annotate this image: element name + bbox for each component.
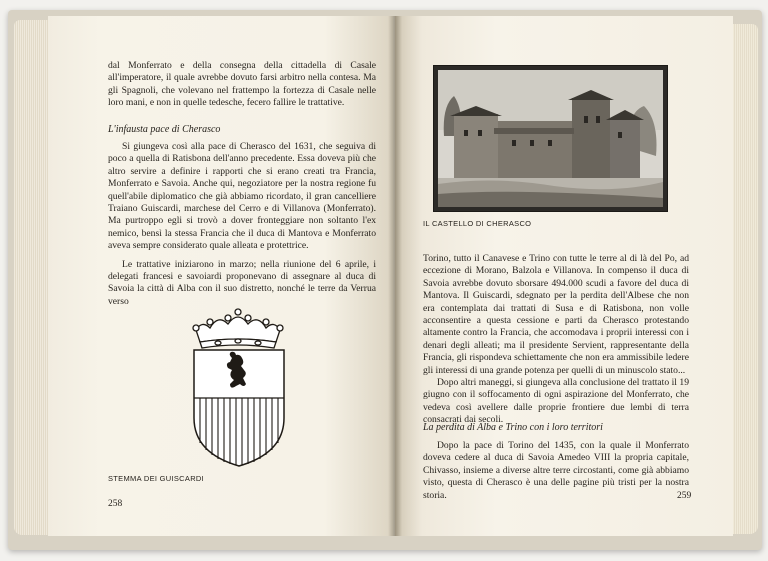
caption-stemma: STEMMA DEI GUISCARDI [108, 474, 205, 483]
paragraph-pace-torino: Dopo la pace di Torino del 1435, con la quale il Monferrato doveva cedere al duca di Savoia Amedeo VIII la propria capitale, Chivasso, insieme a diverse altre terre circostanti, come già abbiamo visto, questa di Cherasco è una delle pagine più tristi per la nostra storia. [423, 440, 689, 501]
crown-icon [193, 309, 283, 348]
shield-icon [194, 350, 284, 466]
caption-castello: IL CASTELLO DI CHERASCO [423, 219, 532, 228]
paragraph-monferrato: dal Monferrato e della consegna della cittadella di Casale all'imperatore, il quale avrebbe dovuto farsi arbitro nella contesa. Ma gli Spagnoli, che volevano nel frattempo la fortezza di Casale nelle loro mani, e non in quelle tedesche, fecero fallire le trattative. [108, 60, 376, 109]
page-number-left: 258 [108, 499, 123, 509]
left-page-text-top [108, 60, 376, 110]
section-heading-cherasco: L'infausta pace di Cherasco [108, 124, 221, 135]
paragraph-pace-cherasco: Si giungeva così alla pace di Cherasco del 1631, che seguiva di poco a quella di Ratisbona dell'anno precedente. Essa doveva più che altro servire a definire i rapporti che si erano creati tra Francia, Monferrato e Savoia. Anche qui, negoziatore per la nostra regione fu quell'abile diplomatico che già abbiamo ricordato, il gran cancelliere Traiano Guiscardi, marchese del Cerro e di Villanova (Monferrato). Ma purtroppo egli si trovò a dover fronteggiare non soltanto l'ex nemico, bensì la stessa Francia che il duca di Mantova e Monferrato aveva sempre considerato quale alleata e protettrice. [108, 141, 376, 252]
page-number-right: 259 [677, 491, 692, 501]
coat-of-arms-illustration [188, 308, 288, 468]
castle-photo-image [434, 66, 667, 211]
paragraph-dopo-maneggi: Dopo altri maneggi, si giungeva alla conclusione del trattato il 19 giugno con il soffocamento di ogni aspirazione del Monferrato, che vedeva così avellere dalle proprie frontiere due lembi di terra consacrati dai secoli. [423, 377, 689, 426]
castle-photo [433, 65, 668, 212]
right-page-text-bottom [423, 440, 692, 502]
section-heading-alba-trino: La perdita di Alba e Trino con i loro territori [423, 422, 603, 433]
right-page-text-top [423, 253, 689, 427]
book-gutter [388, 16, 402, 536]
left-page-text-main [108, 141, 376, 308]
paragraph-torino-canavese: Torino, tutto il Canavese e Trino con tutte le terre al di là del Po, ad eccezione di Morano, Balzola e Villanova. In compenso il duca di Savoia avrebbe dovuto sborsare 494.000 scudi a favore del duca di Mantova. Il Guiscardi, sdegnato per la perdita dell'Albese che non era contemplata dai trattati di Susa e di Ratisbona, non volle acconsentire a questa cessione e parti da Cherasco protestando altamente contro la Francia, che accomodava i proprii interessi con i denari degli alleati; ma il presidente Servient, rappresentante della Francia, gli rispondeva schiettamente che non era ammissibile ledere gli interessi di una grande potenza per quelli di un minuscolo stato... [423, 253, 689, 376]
paragraph-trattative: Le trattative iniziarono in marzo; nella riunione del 6 aprile, i delegati francesi e savoiardi proponevano di assegnare al duca di Savoia la città di Alba con il suo distretto, nonché le terre da Verrua verso [108, 258, 376, 307]
